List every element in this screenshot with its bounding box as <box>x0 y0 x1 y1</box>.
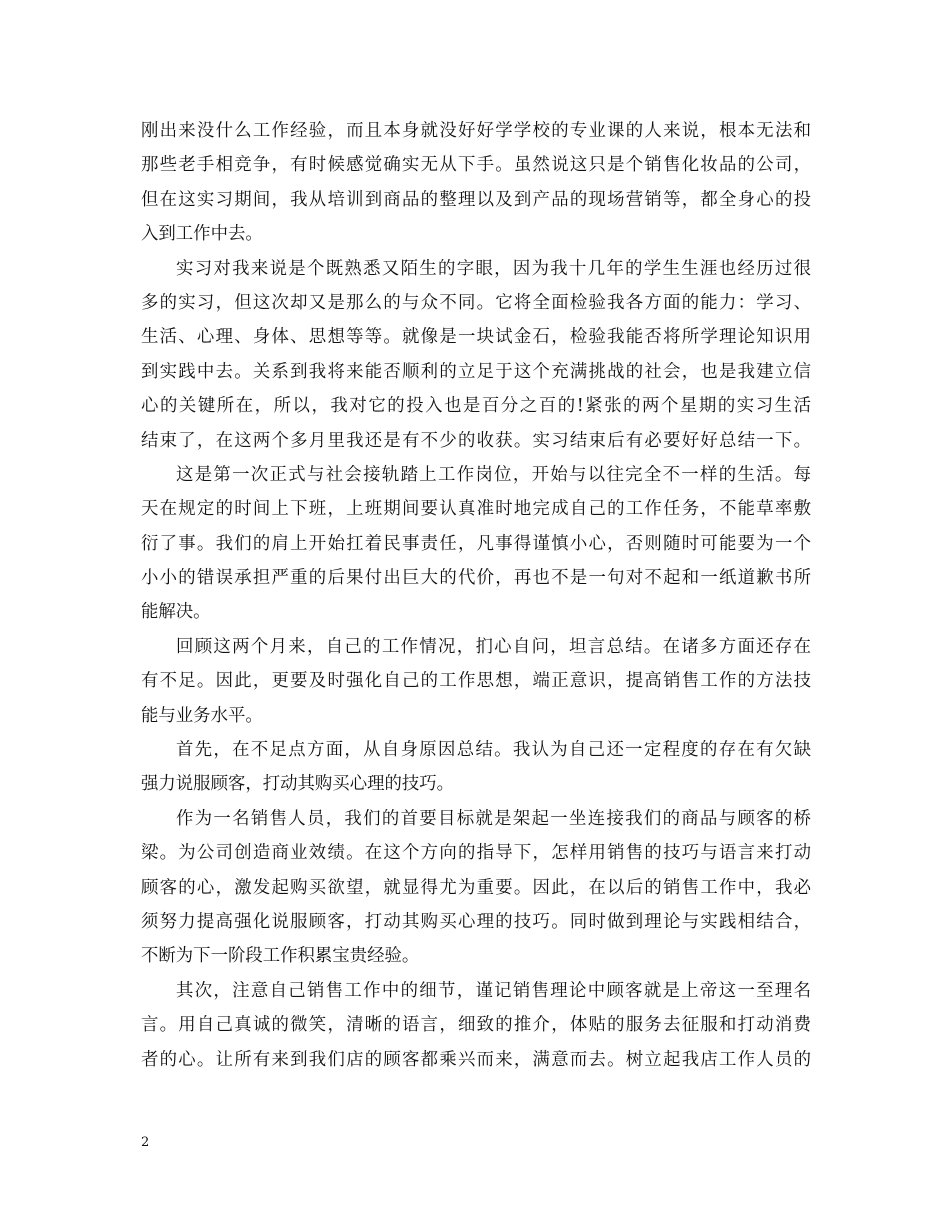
text-line: 生活、心理、身体、思想等等。就像是一块试金石，检验我能否将所学理论知识用 <box>141 327 811 348</box>
text-line: 者的心。让所有来到我们店的顾客都乘兴而来，满意而去。树立起我店工作人员的 <box>141 1049 811 1070</box>
text-line: 其次，注意自己销售工作中的细节，谨记销售理论中顾客就是上帝这一至理名 <box>176 980 811 1001</box>
text-line: 不断为下一阶段工作积累宝贵经验。 <box>141 946 420 967</box>
text-line: 作为一名销售人员，我们的首要目标就是架起一坐连接我们的商品与顾客的桥 <box>176 808 811 829</box>
text-line: 顾客的心，激发起购买欲望，就显得尤为重要。因此，在以后的销售工作中，我必 <box>141 877 811 898</box>
text-line: 言。用自己真诚的微笑，清晰的语言，细致的推介，体贴的服务去征服和打动消费 <box>141 1015 811 1036</box>
text-line: 实习对我来说是个既熟悉又陌生的字眼，因为我十几年的学生生涯也经历过很 <box>176 258 811 279</box>
text-line: 须努力提高强化说服顾客，打动其购买心理的技巧。同时做到理论与实践相结合， <box>141 911 811 932</box>
text-line: 入到工作中去。 <box>141 224 263 245</box>
text-line: 有不足。因此，更要及时强化自己的工作思想，端正意识，提高销售工作的方法技 <box>141 671 811 692</box>
text-line: 首先，在不足点方面，从自身原因总结。我认为自己还一定程度的存在有欠缺 <box>176 740 811 761</box>
text-line: 但在这实习期间，我从培训到商品的整理以及到产品的现场营销等，都全身心的投 <box>141 189 811 210</box>
document-body <box>141 114 811 1077</box>
text-line: 到实践中去。关系到我将来能否顺利的立足于这个充满挑战的社会，也是我建立信 <box>141 361 811 382</box>
text-line: 衍了事。我们的肩上开始扛着民事责任，凡事得谨慎小心，否则随时可能要为一个 <box>141 533 811 554</box>
text-line: 心的关键所在，所以，我对它的投入也是百分之百的!紧张的两个星期的实习生活 <box>141 396 811 417</box>
text-line: 回顾这两个月来，自己的工作情况，扪心自问，坦言总结。在诸多方面还存在 <box>176 636 811 657</box>
text-line: 能解决。 <box>141 602 211 623</box>
text-line: 多的实习，但这次却又是那么的与众不同。它将全面检验我各方面的能力：学习、 <box>141 292 811 313</box>
text-line: 小小的错误承担严重的后果付出巨大的代价，再也不是一句对不起和一纸道歉书所 <box>141 568 811 589</box>
text-line: 能与业务水平。 <box>141 705 263 726</box>
text-line: 那些老手相竞争，有时候感觉确实无从下手。虽然说这只是个销售化妆品的公司， <box>141 155 811 176</box>
text-line: 梁。为公司创造商业效绩。在这个方向的指导下，怎样用销售的技巧与语言来打动 <box>141 843 811 864</box>
text-line: 刚出来没什么工作经验，而且本身就没好好学学校的专业课的人来说，根本无法和 <box>141 121 811 141</box>
text-line: 天在规定的时间上下班，上班期间要认真准时地完成自己的工作任务，不能草率敷 <box>141 499 811 520</box>
text-line: 这是第一次正式与社会接轨踏上工作岗位，开始与以往完全不一样的生活。每 <box>176 464 811 485</box>
text-line: 强力说服顾客，打动其购买心理的技巧。 <box>141 774 455 795</box>
text-line: 结束了，在这两个多月里我还是有不少的收获。实习结束后有必要好好总结一下。 <box>141 430 811 451</box>
page-number: 2 <box>141 1135 150 1150</box>
